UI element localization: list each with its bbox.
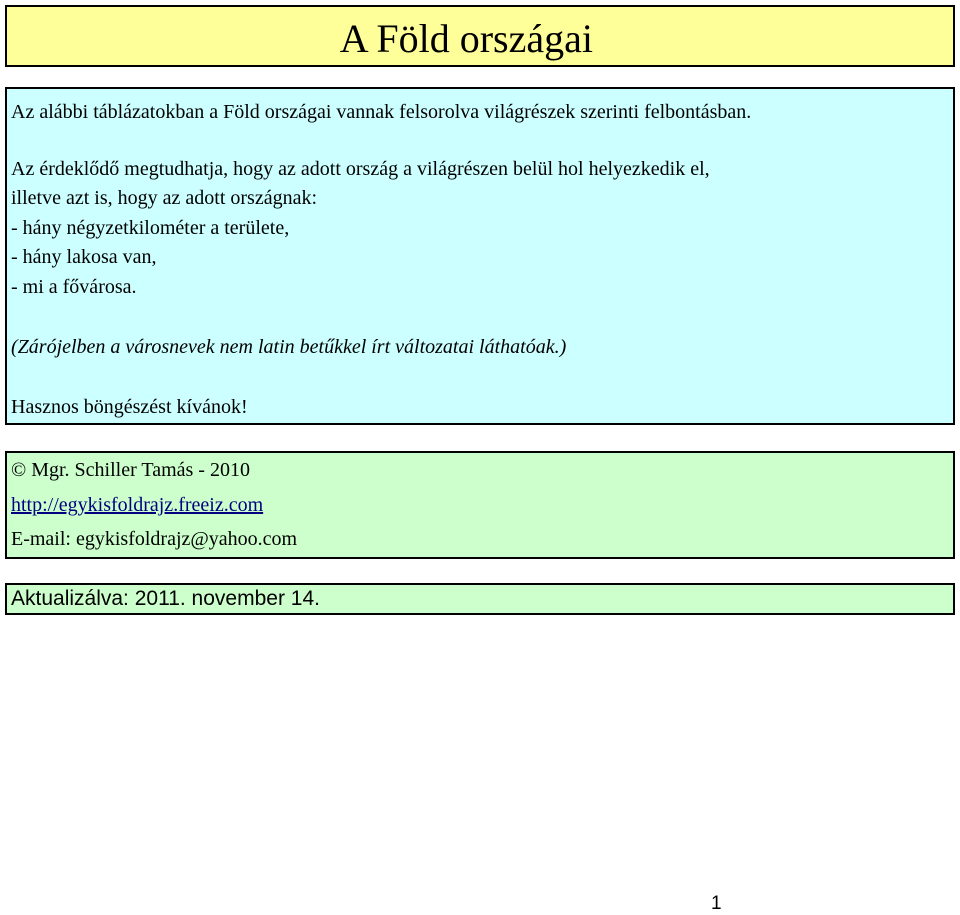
- credits-box: [5, 451, 955, 559]
- page-number: 1: [711, 893, 722, 914]
- intro-line-2: Az érdeklődő megtudhatja, hogy az adott ország a világrészen belül hol helyezkedik el,: [11, 158, 710, 180]
- intro-bullet-population: - hány lakosa van,: [11, 246, 157, 268]
- website-link[interactable]: http://egykisfoldrajz.freeiz.com: [11, 494, 264, 516]
- intro-line-1: Az alábbi táblázatokban a Föld országai vannak felsorolva világrészek szerinti felbontásban.: [11, 101, 752, 123]
- title-box: [5, 5, 955, 67]
- author-credit: © Mgr. Schiller Tamás - 2010: [11, 459, 250, 481]
- updated-date: Aktualizálva: 2011. november 14.: [11, 587, 320, 610]
- intro-closing: Hasznos böngészést kívánok!: [11, 396, 248, 418]
- page-title: A Föld országai: [339, 16, 593, 61]
- intro-box: [5, 87, 955, 425]
- intro-bullet-capital: - mi a fővárosa.: [11, 276, 137, 298]
- updated-box: [5, 583, 955, 615]
- intro-bullet-area: - hány négyzetkilométer a területe,: [11, 217, 290, 239]
- intro-note: (Zárójelben a városnevek nem latin betűkkel írt változatai láthatóak.): [11, 336, 567, 358]
- intro-line-3: illetve azt is, hogy az adott országnak:: [11, 187, 318, 209]
- email-contact: E-mail: egykisfoldrajz@yahoo.com: [11, 528, 298, 550]
